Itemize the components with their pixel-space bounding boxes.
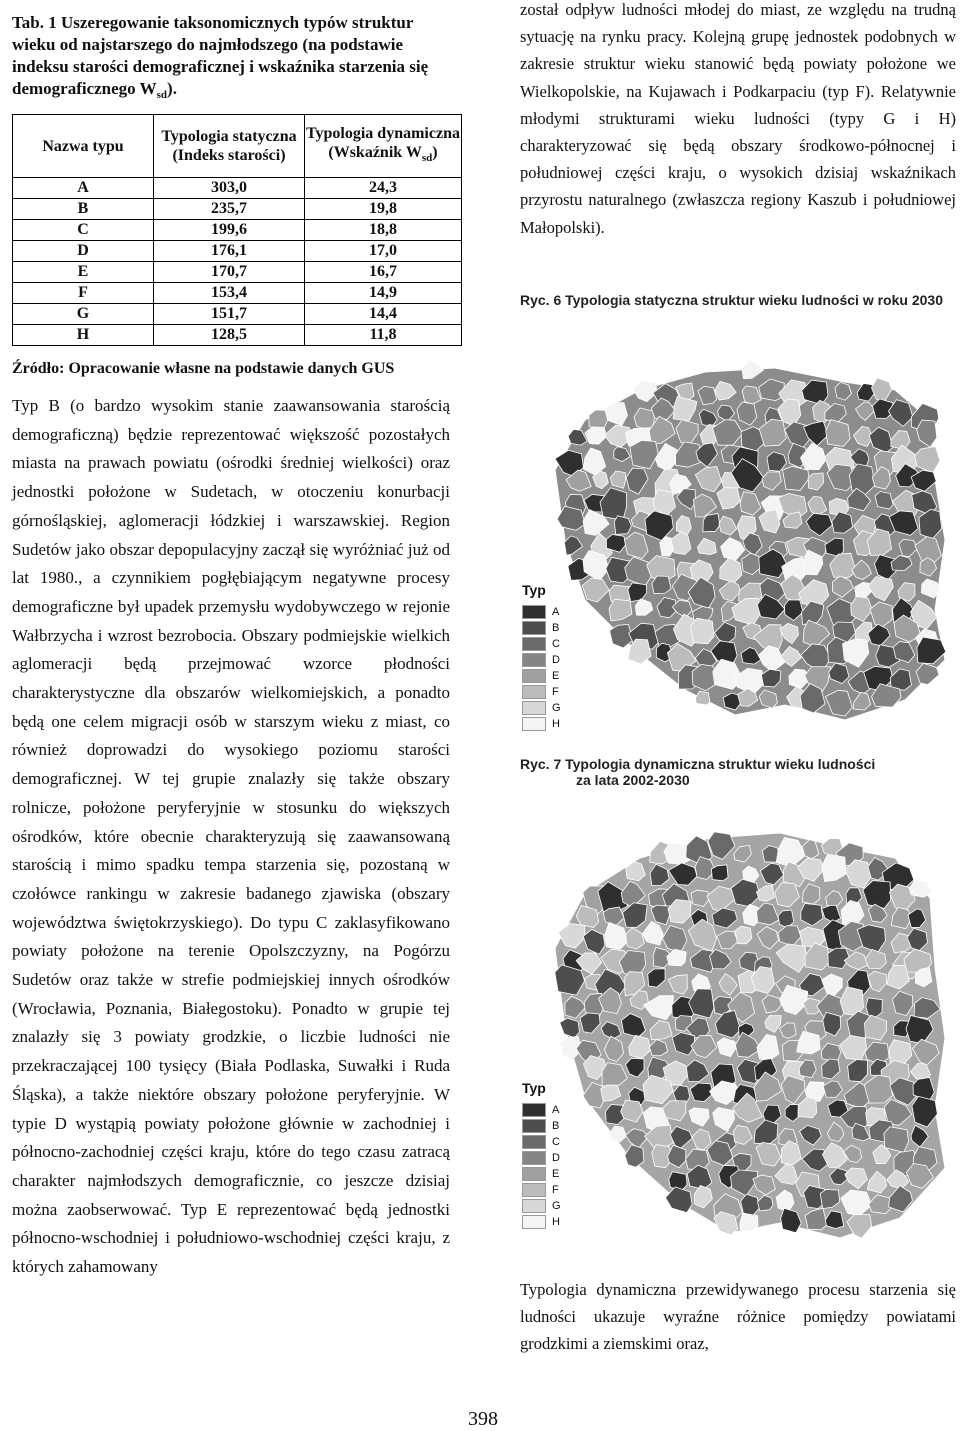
table-row [13,199,462,220]
cell-type: F [13,283,154,304]
caption-sub: sd [156,89,168,102]
cell-dynamic: 18,8 [305,220,462,241]
legend-label: D [552,1152,560,1164]
district [884,1127,909,1153]
legend-1 [522,582,561,732]
cell-static: 235,7 [154,199,305,220]
legend-swatch [522,637,546,651]
legend-item [522,1214,561,1230]
legend-swatch [522,717,546,731]
legend-item [522,1134,561,1150]
table-row [13,220,462,241]
cell-dynamic: 24,3 [305,178,462,199]
legend-2-title: Typ [522,1080,546,1096]
cell-static: 176,1 [154,241,305,262]
header-static: Typologia statyczna (Indeks starości) [154,115,305,178]
legend-swatch [522,1103,546,1117]
legend-item [522,620,561,636]
legend-item [522,668,561,684]
legend-item [522,652,561,668]
district [800,927,825,948]
fig7-caption-line2: za lata 2002-2030 [576,772,690,788]
page-number: 398 [468,1408,498,1430]
legend-item [522,1182,561,1198]
district [691,618,715,644]
legend-label: G [552,1200,561,1212]
legend-item [522,1118,561,1134]
legend-label: B [552,622,560,634]
fig7-caption [520,756,875,788]
table-row [13,283,462,304]
cell-dynamic: 14,9 [305,283,462,304]
table-row [13,241,462,262]
legend-label: C [552,1136,560,1148]
table-row [13,262,462,283]
legend-swatch [522,1151,546,1165]
cell-dynamic: 19,8 [305,199,462,220]
legend-item [522,716,561,732]
table-row [13,304,462,325]
legend-swatch [522,621,546,635]
legend-swatch [522,685,546,699]
caption-text: Uszeregowanie taksonomicznych typów struktur wieku od najstarszego do najmłodszego (na podstawie indeksu starości demograficznej i wskaźnika starzenia się demograficznego W [12,13,429,98]
legend-label: C [552,638,560,650]
table-row [13,325,462,346]
table-source: Źródło: Opracowanie własne na podstawie danych GUS [12,360,395,378]
legend-item [522,1166,561,1182]
cell-type: B [13,199,154,220]
cell-type: C [13,220,154,241]
legend-item [522,636,561,652]
cell-static: 170,7 [154,262,305,283]
cell-type: A [13,178,154,199]
body-text-left: Typ B (o bardzo wysokim stanie zaawansowania starością demograficzną) będzie reprezentować większość pozostałych miasta na prawach powiatu (ośrodki średniej wielkości) oraz jednostki położone w Sudetach, w otoczeniu konurbacji górnośląskiej, aglomeracji łódzkiej i warszawskiej. Region Sudetów jako obszar depopulacyjny zaczął się wyróżniać już od lat 1980., a czynnikiem pogłębiającym negatywne procesy demograficzne był upadek przemysłu wydobywczego w rejonie Wałbrzycha i wzrost bezrobocia. Obszary podmiejskie wielkich aglomeracji będą przejmować wzorce płodności charakterystyczne dla obszarów wielkomiejskich, a ponadto będą one celem migracji osób w starszym wieku z miast, co również doprowadzi do wysokiego poziomu starości demograficznej. W tej grupie znalazły się także obszary rolnicze, położone peryferyjnie w stosunku do większych ośrodków, które obecnie charakteryzują się zaawansowaną starością i mimo spadku tempa starzenia się, pozostaną w czołówce rankingu w zakresie badanego zjawiska (obszary województwa świętokrzyskiego). Do typu C zaklasyfikowano powiaty położone na terenie Opolszczyzny, na Pogórzu Sudetów oraz także w strefie podmiejskiej innych ośrodków (Wrocławia, Poznania, Białegostoku). Ponadto w grupie tej znalazły się 3 powiaty grodzkie, o liczbie ludności nie przekraczającej 100 tysięcy (Biała Podlaska, Suwałki i Ruda Śląska), a także niektóre obszary położone peryferyjnie. W typie D wystąpią powiaty położone głównie w zachodniej i północno-zachodniej części kraju, które do tego czasu zatracą charakter najmłodszych demograficznie, co jeszcze dzisiaj można zaobserwować. Typ E reprezentować będą jednostki północno-wschodniej i południowo-wschodniej części kraju, z których zahamowany [12,396,450,1277]
district [652,576,671,594]
legend-2 [522,1080,561,1230]
legend-label: D [552,654,560,666]
header-dynamic: Typologia dynamiczna (Wskaźnik $W_{sd}$) [305,115,462,178]
legend-label: A [552,606,560,618]
legend-swatch [522,1135,546,1149]
legend-label: H [552,718,560,730]
cell-dynamic: 11,8 [305,325,462,346]
legend-swatch [522,605,546,619]
typology-table [12,114,462,346]
cell-type: D [13,241,154,262]
district [875,492,893,510]
cell-static: 153,4 [154,283,305,304]
header-type-name: Nazwa typu [13,115,154,178]
legend-1-title: Typ [522,582,546,598]
map-static-2030 [545,360,955,740]
table-header-row [13,115,462,178]
cell-type: E [13,262,154,283]
table-row [13,178,462,199]
legend-label: H [552,1216,560,1228]
legend-label: G [552,702,561,714]
legend-label: E [552,1168,560,1180]
legend-swatch [522,1119,546,1133]
cell-type: G [13,304,154,325]
table-caption [12,12,452,106]
cell-static: 151,7 [154,304,305,325]
legend-item [522,1102,561,1118]
legend-swatch [522,653,546,667]
table-body [13,178,462,346]
cell-dynamic: 14,4 [305,304,462,325]
legend-swatch [522,1215,546,1229]
legend-label: E [552,670,560,682]
district [560,1018,580,1038]
district [711,865,728,881]
legend-swatch [522,1199,546,1213]
body-text-right-bottom: Typologia dynamiczna przewidywanego procesu starzenia się ludności ukazuje wyraźne różnice pomiędzy powiatami grodzkimi a ziemskimi oraz, [520,1280,956,1354]
cell-dynamic: 17,0 [305,241,462,262]
cell-dynamic: 16,7 [305,262,462,283]
caption-prefix: Tab. 1 [12,13,57,32]
legend-item [522,684,561,700]
district [735,926,752,944]
caption-end: ). [167,79,177,98]
fig6-caption: Ryc. 6 Typologia statyczna struktur wieku ludności w roku 2030 [520,292,943,308]
map-dynamic-2002-2030 [540,818,952,1258]
legend-item [522,604,561,620]
legend-label: B [552,1120,560,1132]
cell-static: 303,0 [154,178,305,199]
fig7-caption-line1: Ryc. 7 Typologia dynamiczna struktur wieku ludności [520,756,876,772]
table-section [12,12,460,378]
legend-label: F [552,686,559,698]
legend-item [522,1150,561,1166]
right-column [520,0,956,241]
legend-swatch [522,669,546,683]
legend-label: F [552,1184,559,1196]
legend-swatch [522,701,546,715]
legend-item [522,700,561,716]
district [866,998,883,1017]
legend-swatch [522,1183,546,1197]
cell-static: 199,6 [154,220,305,241]
legend-item [522,1198,561,1214]
district [740,1213,758,1232]
body-text-right-top: został odpływ ludności młodej do miast, ze względu na trudną sytuację na rynku pracy. Kolejną grupę jednostek podobnych w zakresie struktur wieku stanowić będą powiaty położone we Wielkopolskie, na Kujawach i Podkarpaciu (typ F). Relatywnie młodymi strukturami wieku ludności (typy G i H) charakteryzować się będą obszary środkowo-północnej i południowej części kraju, o wysokich dzisiaj wskaźnikach przyrostu naturalnego (zwłaszcza regiony Kaszub i południowej Małopolski). [520,0,956,237]
cell-type: H [13,325,154,346]
legend-swatch [522,1167,546,1181]
cell-static: 128,5 [154,325,305,346]
legend-label: A [552,1104,560,1116]
